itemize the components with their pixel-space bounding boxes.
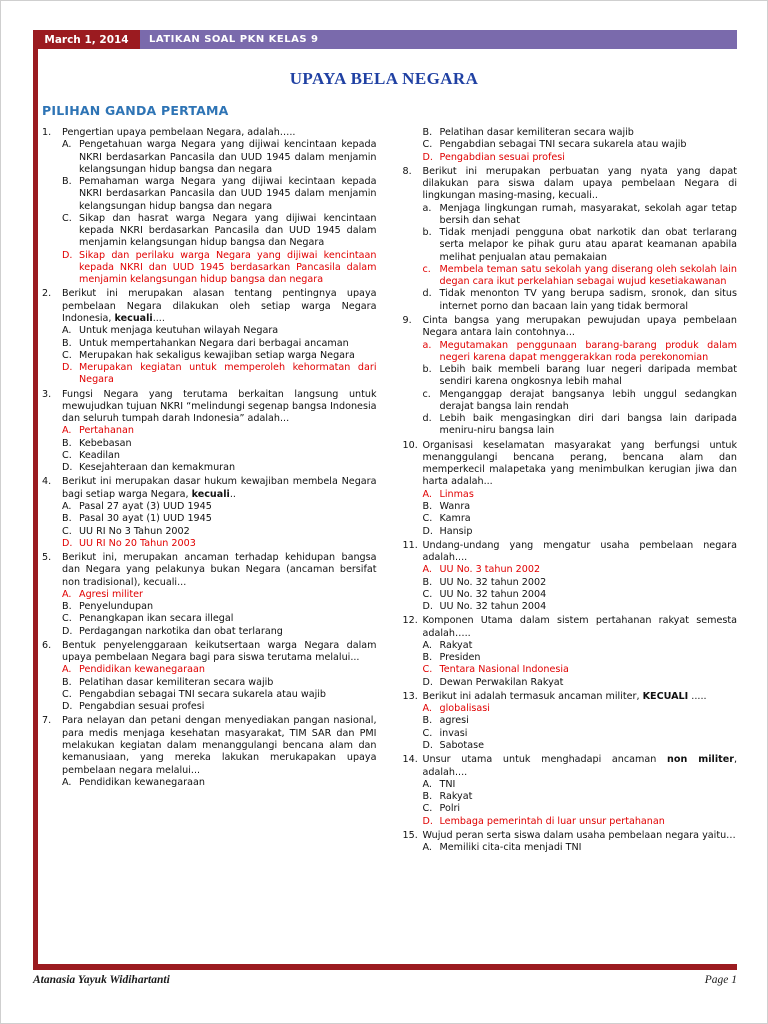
option-text: UU RI No 3 Tahun 2002	[79, 525, 190, 537]
answer-option	[62, 450, 377, 462]
answer-option	[423, 288, 738, 313]
option-text: agresi	[439, 715, 469, 727]
option-label: D.	[422, 525, 433, 537]
answer-option	[423, 728, 738, 740]
option-label: A.	[62, 425, 72, 437]
question-head	[42, 476, 377, 501]
answer-option	[423, 526, 738, 538]
option-label: a.	[422, 202, 432, 214]
document-title: UPAYA BELA NEGARA	[289, 69, 479, 88]
answer-option	[423, 677, 738, 689]
answer-option-highlighted	[423, 564, 738, 576]
option-label: C.	[422, 588, 433, 600]
option-text: Polri	[439, 803, 461, 815]
option-label: C.	[62, 525, 72, 537]
question-columns	[42, 127, 737, 856]
option-label: B.	[422, 500, 433, 512]
answer-option	[62, 438, 377, 450]
answer-option-highlighted	[62, 538, 377, 550]
question-head	[42, 389, 377, 426]
option-text: Pertahanan	[79, 425, 134, 437]
question-number: 9.	[402, 314, 412, 326]
option-text: Untuk mempertahankan Negara dari berbagai ancaman	[79, 337, 349, 349]
option-text: Merupakan kegiatan untuk memperoleh kehormatan dari Negara	[79, 362, 377, 386]
option-label: d.	[422, 413, 432, 425]
option-text: UU No. 3 tahun 2002	[439, 564, 541, 576]
option-label: A.	[422, 564, 432, 576]
answer-option	[423, 389, 738, 414]
option-label: c.	[422, 263, 431, 275]
option-label: D.	[422, 601, 433, 613]
option-label: A.	[62, 325, 72, 337]
option-label: C.	[422, 727, 433, 739]
answer-option	[423, 791, 738, 803]
option-label: B.	[62, 676, 72, 688]
question-text: Unsur utama untuk menghadapi ancaman non militer, adalah....	[422, 754, 737, 778]
answer-option	[62, 139, 377, 176]
option-text: Lebih baik mengasingkan diri dari bangsa lain daripada meniru-niru bangsa lain	[439, 413, 737, 437]
option-text: Tidak menonton TV yang berupa sadism, sronok, dan situs internet porno dan bacaan lain yang tidak bermoral	[439, 288, 737, 312]
header-banner-title: LATIKAN SOAL PKN KELAS 9	[140, 30, 737, 49]
option-label: C.	[62, 449, 72, 461]
option-text: Agresi militer	[79, 588, 143, 600]
question-text: Organisasi keselamatan masyarakat yang berfungsi untuk menanggulangi bencana perang, bencana alam dan memperkecil malapetaka yang menimbulkan kerugian jiwa dan harta adalah...	[422, 439, 737, 488]
question	[42, 552, 377, 638]
answer-option	[423, 139, 738, 151]
option-text: UU No. 32 tahun 2004	[439, 601, 547, 613]
option-text: Pemahaman warga Negara yang dijiwai kecintaan kepada NKRI berdasarkan Pancasila dan UUD 1945 dalam menjamin kelangsungan hidup bangsa dan negara	[79, 176, 377, 212]
option-text: Memiliki cita-cita menjadi TNI	[439, 842, 582, 854]
option-label: D.	[62, 625, 73, 637]
option-label: B.	[422, 127, 433, 138]
answer-option-highlighted	[62, 664, 377, 676]
question-head	[42, 715, 377, 776]
question-number: 3.	[42, 388, 52, 400]
option-text: Pasal 30 ayat (1) UUD 1945	[79, 513, 212, 525]
answer-option	[423, 740, 738, 752]
answer-option	[62, 501, 377, 513]
answer-option	[62, 176, 377, 213]
column-right	[403, 127, 738, 856]
option-text: Lebih baik membeli barang luar negeri daripada membat sendiri karena ongkosnya lebih mahal	[439, 364, 737, 388]
option-label: A.	[422, 639, 432, 651]
option-label: A.	[62, 776, 72, 788]
answer-option	[423, 715, 738, 727]
answer-option-highlighted	[423, 340, 738, 365]
answer-option-highlighted	[423, 816, 738, 828]
question-number: 5.	[42, 552, 52, 564]
footer-page-number: Page 1	[704, 974, 737, 986]
option-text: Membela teman satu sekolah yang diserang oleh sekolah lain degan cara ikut perkelahian sebagai wujud kesetiakawanan	[439, 263, 737, 288]
option-text: Merupakan hak sekaligus kewajiban setiap warga Negara	[79, 349, 355, 361]
option-label: D.	[422, 740, 433, 752]
answer-option	[62, 677, 377, 689]
option-text: UU No. 32 tahun 2004	[439, 588, 547, 600]
question	[403, 540, 738, 614]
answer-option	[423, 652, 738, 664]
column-left	[42, 127, 377, 856]
answer-option	[62, 613, 377, 625]
option-label: A.	[62, 588, 72, 600]
answer-option	[423, 513, 738, 525]
question-head	[403, 166, 738, 203]
answer-option-highlighted	[423, 264, 738, 289]
option-label: C.	[62, 349, 72, 361]
option-text: Pengabdian sebagai TNI secara sukarela atau wajib	[79, 688, 327, 700]
option-text: UU No. 32 tahun 2002	[439, 576, 547, 588]
question-head	[42, 552, 377, 589]
option-label: D.	[422, 815, 433, 827]
answer-option-highlighted	[423, 489, 738, 501]
question	[42, 389, 377, 475]
question	[42, 640, 377, 714]
question-head	[42, 288, 377, 325]
option-text: Kebebasan	[79, 437, 132, 449]
question	[42, 476, 377, 550]
question-number: 13.	[402, 690, 418, 702]
answer-option-highlighted	[62, 362, 377, 387]
option-label: D.	[62, 462, 73, 474]
footer-author: Atanasia Yayuk Widihartanti	[33, 974, 170, 986]
option-label: B.	[62, 513, 72, 525]
question-head	[403, 615, 738, 640]
question-text: Pengertian upaya pembelaan Negara, adalah…..	[62, 127, 296, 138]
option-text: UU RI No 20 Tahun 2003	[79, 537, 196, 549]
question	[403, 754, 738, 828]
answer-option	[62, 701, 377, 713]
option-text: Menganggap derajat bangsanya lebih unggul sedangkan derajat bangsa lain rendah	[439, 388, 737, 412]
option-text: Sikap dan hasrat warga Negara yang dijiwai kencintaan kepada NKRI berdasarkan Pancasila dan UUD 1945 dalam menjamin kelangsungan hidup bangsa dan Negara	[79, 212, 377, 249]
option-label: b.	[422, 364, 432, 376]
question-number: 1.	[42, 127, 52, 138]
page-footer	[33, 974, 737, 986]
question-head	[403, 754, 738, 779]
question-number: 6.	[42, 639, 52, 651]
option-label: C.	[62, 212, 72, 224]
answer-option	[423, 803, 738, 815]
option-text: Tentara Nasional Indonesia	[439, 664, 569, 676]
answer-option-highlighted	[423, 703, 738, 715]
option-text: Presiden	[439, 652, 481, 664]
question-head	[403, 691, 738, 703]
option-text: Pelatihan dasar kemiliteran secara wajib	[79, 676, 274, 688]
option-text: Dewan Perwakilan Rakyat	[439, 676, 564, 688]
option-label: B.	[422, 576, 433, 588]
question-number: 4.	[42, 476, 52, 488]
option-text: Penangkapan ikan secara illegal	[79, 613, 234, 625]
option-text: Pasal 27 ayat (3) UUD 1945	[79, 500, 212, 512]
answer-option	[423, 842, 738, 854]
option-label: C.	[422, 139, 433, 151]
option-label: B.	[62, 437, 72, 449]
answer-option-highlighted	[62, 250, 377, 287]
answer-option	[423, 127, 738, 139]
answer-option	[62, 513, 377, 525]
option-label: B.	[62, 601, 72, 613]
option-text: Sabotase	[439, 740, 484, 752]
question-text: Fungsi Negara yang terutama berkaitan langsung untuk mewujudkan tujuan NKRI “melindungi segenap bangsa Indonesia dan seluruh tumpah darah Indonesia” adalah...	[62, 388, 377, 425]
answer-option	[423, 413, 738, 438]
section-heading: PILIHAN GANDA PERTAMA	[42, 103, 229, 118]
answer-option	[423, 601, 738, 613]
question-number: 2.	[42, 288, 52, 300]
answer-option	[423, 577, 738, 589]
answer-option	[62, 777, 377, 789]
option-label: C.	[422, 803, 433, 815]
question	[403, 166, 738, 313]
answer-option	[62, 350, 377, 362]
option-text: Linmas	[439, 488, 474, 500]
option-text: Menjaga lingkungan rumah, masyarakat, sekolah agar tetap bersih dan sehat	[439, 202, 737, 226]
option-text: invasi	[439, 727, 468, 739]
option-text: TNI	[439, 778, 456, 790]
answer-option	[62, 213, 377, 250]
question-text: Berikut ini merupakan dasar hukum kewajiban membela Negara bagi setiap warga Negara, kecuali..	[62, 476, 377, 500]
answer-option	[423, 779, 738, 791]
option-text: Kamra	[439, 513, 471, 525]
option-label: c.	[422, 388, 431, 400]
option-text: Perdagangan narkotika dan obat terlarang	[79, 625, 283, 637]
option-label: B.	[422, 791, 433, 803]
option-text: Untuk menjaga keutuhan wilayah Negara	[79, 325, 279, 337]
question	[403, 315, 738, 438]
option-text: Wanra	[439, 500, 471, 512]
option-text: Keadilan	[79, 449, 120, 461]
option-label: C.	[422, 513, 433, 525]
question-number: 12.	[402, 615, 418, 627]
option-text: Hansip	[439, 525, 473, 537]
question-text: Cinta bangsa yang merupakan pewujudan upaya pembelaan Negara antara lain contohnya...	[422, 314, 737, 339]
question-head	[42, 640, 377, 665]
option-text: Pendidikan kewanegaraan	[79, 664, 205, 676]
answer-option-highlighted	[423, 664, 738, 676]
question-number: 15.	[402, 829, 418, 841]
option-label: a.	[422, 339, 432, 351]
question	[403, 615, 738, 689]
answer-option	[423, 640, 738, 652]
question-number: 11.	[402, 539, 418, 551]
answer-option-highlighted	[423, 152, 738, 164]
question-text: Para nelayan dan petani dengan menyediakan pangan nasional, para medis menjaga kesehatan masyarakat, TIM SAR dan PMI melakukan kegiatan dalam menanggulangi bencana alam dan kemanusiaan, yang mereka lakukan merukapakan upaya pembelaan negara melalui...	[62, 715, 377, 776]
question	[403, 691, 738, 752]
answer-option	[62, 601, 377, 613]
option-label: B.	[62, 176, 72, 188]
answer-option	[423, 227, 738, 264]
question-number: 8.	[402, 165, 412, 177]
answer-option	[423, 203, 738, 228]
option-text: Tidak menjadi pengguna obat narkotik dan obat terlarang serta melapor ke pihak guru atau aparat keamanan apabila melihat penjualan atau pemakaian	[439, 227, 737, 263]
answer-option	[62, 325, 377, 337]
option-label: A.	[422, 703, 432, 715]
question-number: 10.	[402, 439, 418, 451]
option-label: B.	[422, 715, 433, 727]
question-text: Wujud peran serta siswa dalam usaha pembelaan negara yaitu…	[422, 829, 736, 841]
question-text: Berikut ini merupakan perbuatan yang nyata yang dapat dilakukan para siswa dalam upaya pembelaan Negara di lingkungan masing-masing, kecuali..	[422, 165, 737, 202]
question-head	[403, 540, 738, 565]
option-label: B.	[422, 652, 433, 664]
question	[42, 715, 377, 789]
answer-option	[62, 526, 377, 538]
question	[403, 440, 738, 538]
option-label: A.	[422, 778, 432, 790]
option-label: B.	[62, 337, 72, 349]
answer-option-highlighted	[62, 425, 377, 437]
question-text: Berikut ini, merupakan ancaman terhadap kehidupan bangsa dan Negara yang pelakunya bukan Negara (ancaman bersifat non tradisional), kecuali...	[62, 552, 377, 588]
header-date: March 1, 2014	[33, 30, 140, 49]
option-label: D.	[422, 676, 433, 688]
option-text: Pendidikan kewanegaraan	[79, 776, 205, 788]
option-label: A.	[62, 139, 72, 151]
question-text: Undang-undang yang mengatur usaha pembelaan negara adalah....	[422, 539, 737, 564]
question-text: Bentuk penyelenggaraan keikutsertaan warga Negara dalam upaya pembelaan Negara bagi para siswa terutama melalui...	[62, 639, 377, 664]
option-text: Pengabdian sesuai profesi	[439, 151, 565, 163]
option-text: Penyelundupan	[79, 601, 154, 613]
answer-option	[62, 626, 377, 638]
option-label: D.	[62, 249, 73, 261]
option-text: Rakyat	[439, 791, 473, 803]
option-label: D.	[62, 701, 73, 713]
option-label: D.	[422, 151, 433, 163]
answer-option-highlighted	[62, 589, 377, 601]
option-label: A.	[422, 842, 432, 854]
option-text: Megutamakan penggunaan barang-barang produk dalam negeri karena dapat menggerakkan roda perekonomian	[439, 339, 737, 363]
question	[403, 830, 738, 855]
question-head	[403, 315, 738, 340]
option-label: C.	[62, 688, 72, 700]
option-label: d.	[422, 288, 432, 300]
question-number: 14.	[402, 754, 418, 766]
option-text: Pelatihan dasar kemiliteran secara wajib	[439, 127, 634, 138]
option-text: Rakyat	[439, 639, 473, 651]
answer-option	[423, 589, 738, 601]
question-head	[42, 127, 377, 139]
answer-option	[62, 462, 377, 474]
option-text: Pengabdian sesuai profesi	[79, 701, 205, 713]
answer-option	[423, 501, 738, 513]
footer-rule	[33, 964, 737, 970]
option-text: Lembaga pemerintah di luar unsur pertahanan	[439, 815, 665, 827]
option-label: C.	[422, 664, 433, 676]
option-text: Kesejahteraan dan kemakmuran	[79, 462, 236, 474]
option-label: D.	[62, 362, 73, 374]
question-number: 7.	[42, 715, 52, 727]
option-text: Pengetahuan warga Negara yang dijiwai kencintaan kepada NKRI berdasarkan Pancasila dan UUD 1945 dalam menjamin kelangsungan hidup bangsa dan negara	[79, 139, 377, 175]
option-label: A.	[62, 664, 72, 676]
option-label: A.	[422, 488, 432, 500]
question	[42, 288, 377, 386]
question-text: Berikut ini merupakan alasan tentang pentingnya upaya pembelaan Negara dilakukan oleh setiap warga Negara Indonesia, kecuali....	[62, 288, 377, 324]
left-margin-rule	[33, 30, 38, 970]
option-label: C.	[62, 613, 72, 625]
question	[42, 127, 377, 286]
option-text: Sikap dan perilaku warga Negara yang dijiwai kencintaan kepada NKRI dan UUD 1945 berdasarkan Pancasila dalam menjamin kelangsungan hidup bangsa dan negara	[79, 249, 377, 286]
page-header	[33, 30, 737, 49]
question-head	[403, 830, 738, 842]
answer-option	[423, 364, 738, 389]
question-text: Komponen Utama dalam sistem pertahanan rakyat semesta adalah…..	[422, 615, 737, 639]
option-text: globalisasi	[439, 703, 490, 715]
question-head	[403, 440, 738, 489]
option-label: b.	[422, 227, 432, 239]
option-label: A.	[62, 500, 72, 512]
option-label: D.	[62, 537, 73, 549]
answer-option	[62, 338, 377, 350]
option-text: Pengabdian sebagai TNI secara sukarela atau wajib	[439, 139, 687, 151]
question-7-continued-options	[403, 127, 738, 164]
question-text: Berikut ini adalah termasuk ancaman militer, KECUALI .....	[422, 690, 707, 702]
answer-option	[62, 689, 377, 701]
